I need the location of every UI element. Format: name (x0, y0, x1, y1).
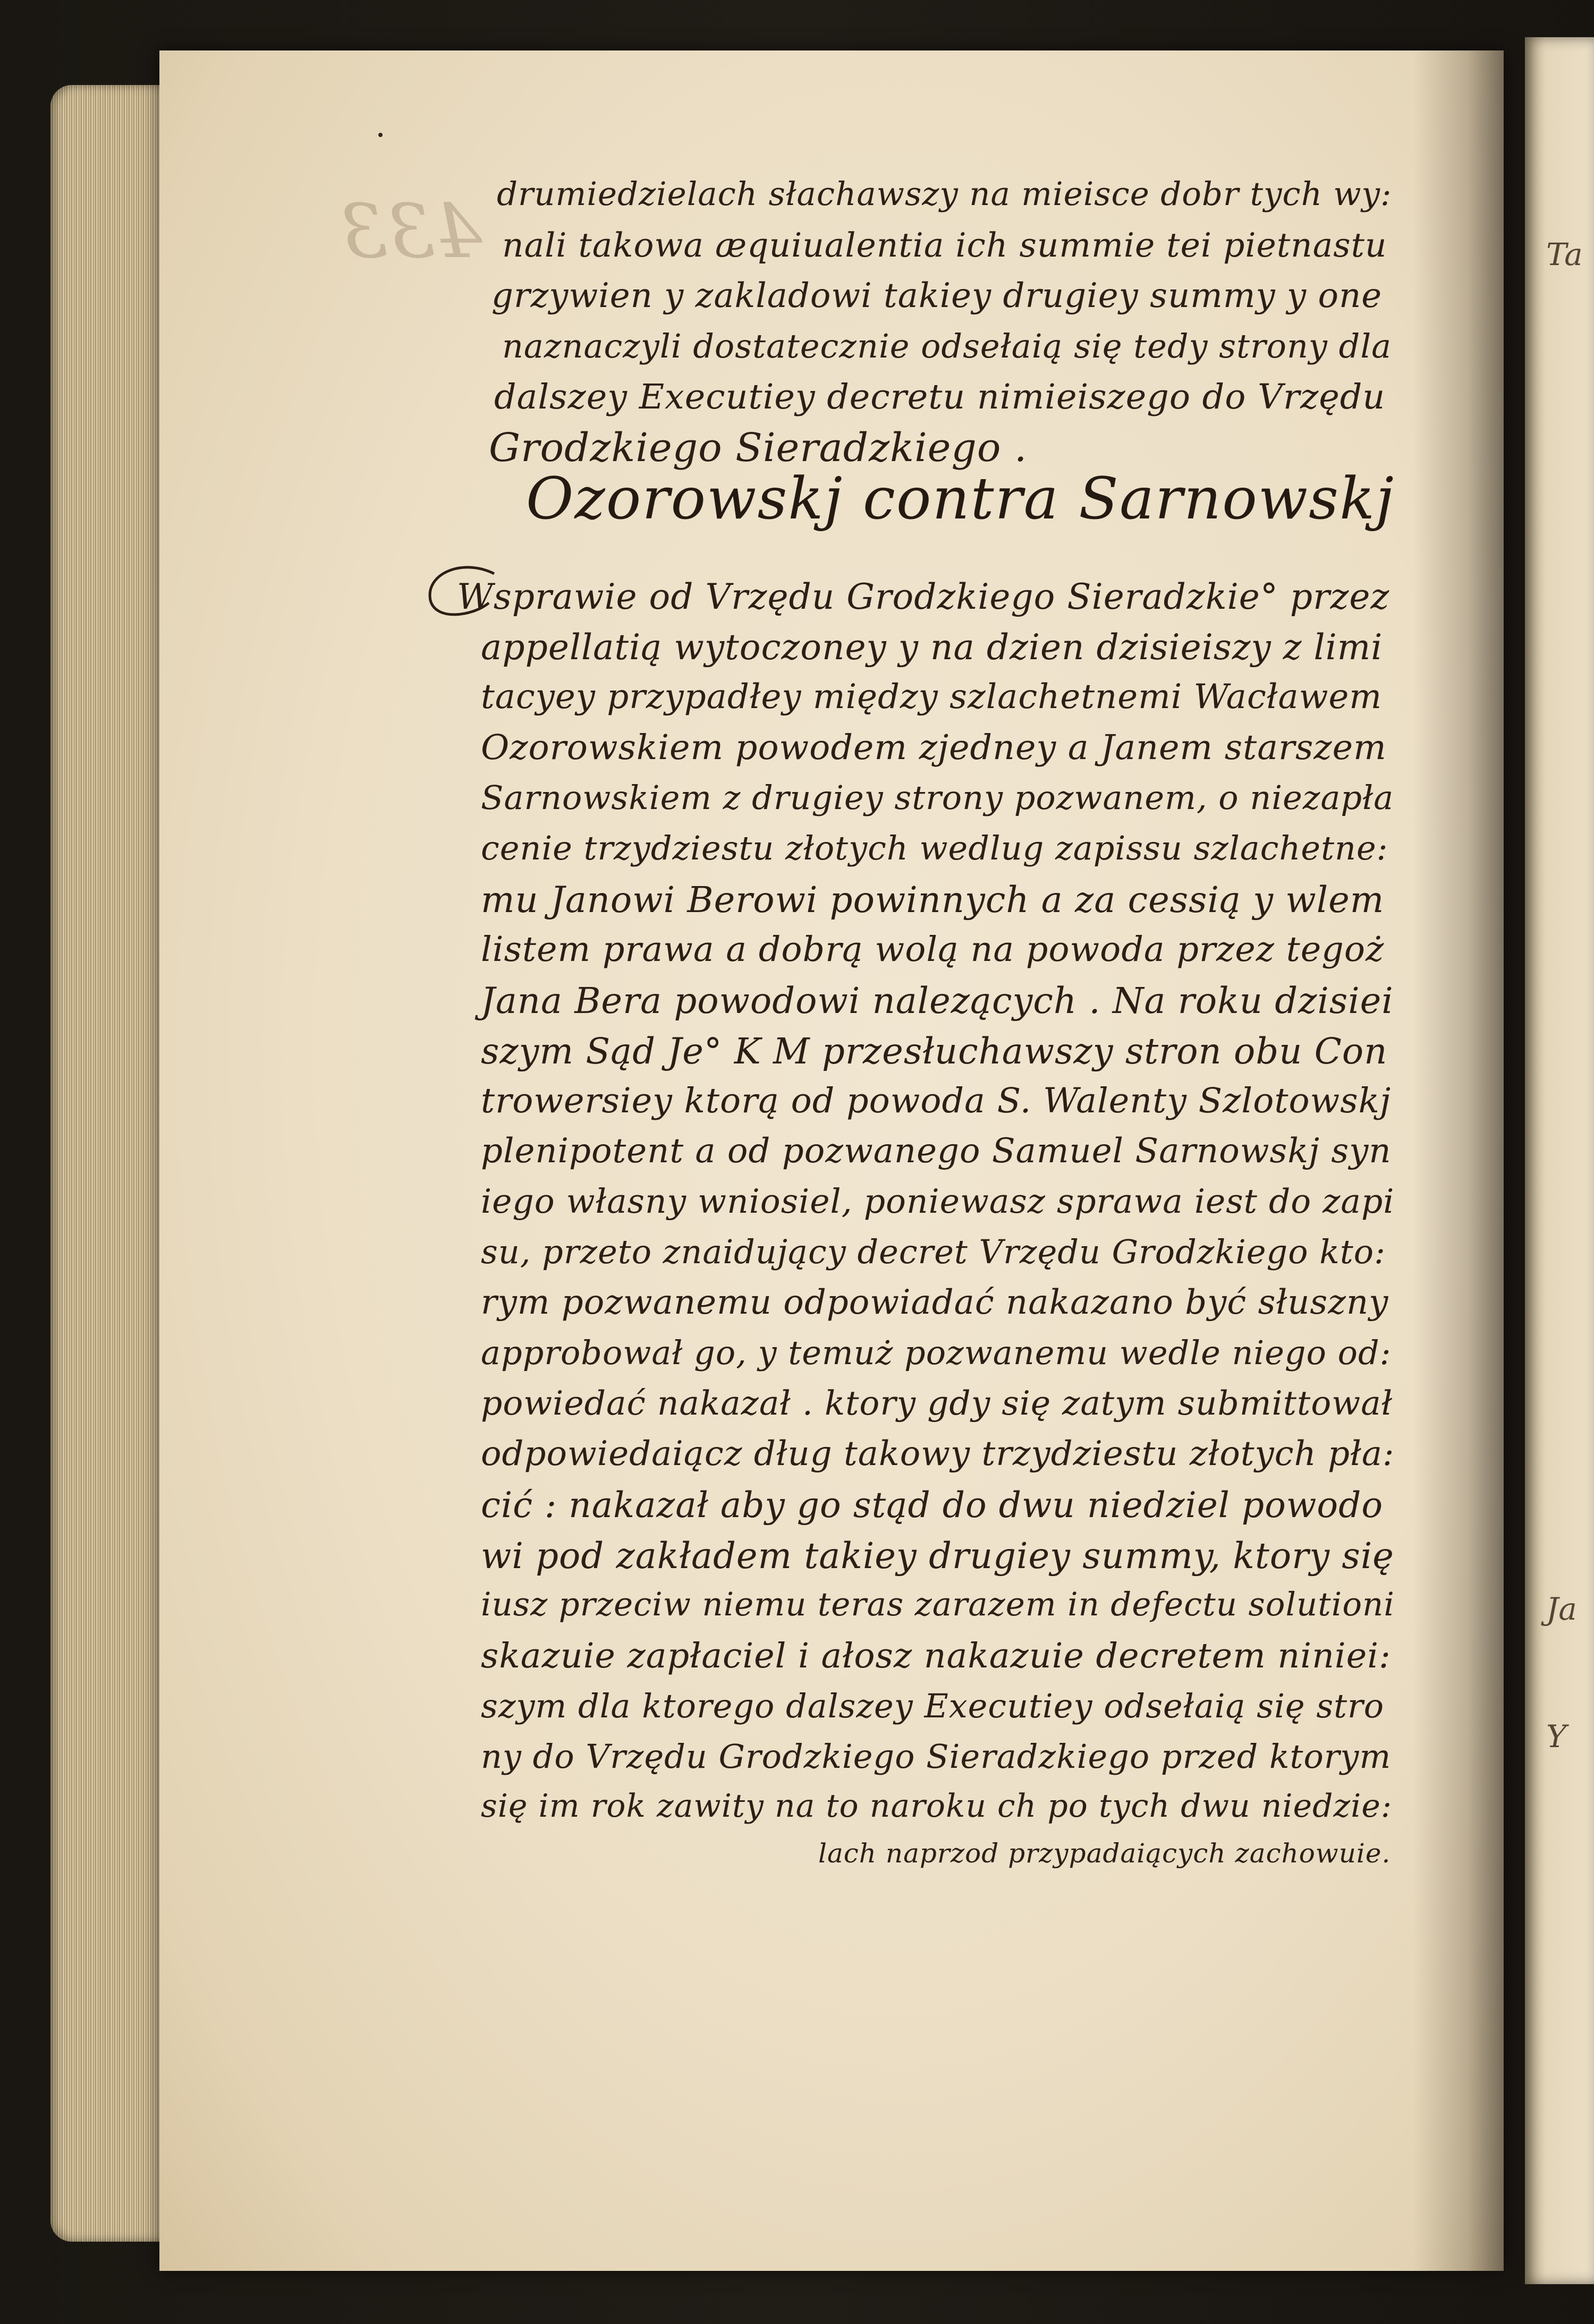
text-line: grzywien y zakladowi takiey drugiey summy y one (491, 276, 1383, 316)
text-line: approbował go, y temuż pozwanemu wedle niego od: (481, 1333, 1392, 1372)
text-line: iusz przeciw niemu teras zarazem in defectu solutioni (481, 1586, 1395, 1623)
text-line: się im rok zawity na to naroku ch po tych dwu niedzie: (481, 1787, 1393, 1825)
text-line: tacyey przypadłey między szlachetnemi Wacławem (481, 677, 1383, 717)
text-line: Sarnowskiem z drugiey strony pozwanem, o niezapła (481, 778, 1394, 817)
text-line: odpowiedaiącz dług takowy trzydziestu złotych pła: (481, 1434, 1395, 1474)
closing-line: lach naprzod przypadaiących zachowuie. (818, 1838, 1391, 1869)
text-line: wi pod zakładem takiey drugiey summy, ktory się (481, 1535, 1394, 1577)
text-line: mu Janowi Berowi powinnych a za cessią y wlem (481, 879, 1385, 921)
text-line: Jana Bera powodowi nalezących . Na roku dzisiei (481, 980, 1394, 1021)
entry-heading: Ozorowskj contra Sarnowskj (526, 465, 1395, 532)
ink-speck (378, 133, 383, 137)
text-line: drumiedzielach słachawszy na mieisce dobr tych wy: (497, 175, 1392, 213)
opposite-page (1525, 37, 1594, 2284)
text-line: nali takowa æquiualentia ich summie tei pietnastu (502, 226, 1387, 265)
book-page-edges (50, 85, 173, 2242)
text-line: naznaczyli dostatecznie odsełaią się tedy strony dla (502, 327, 1392, 365)
page-gutter-shadow (1413, 50, 1504, 2271)
text-line: szym Sąd Je° K M przesłuchawszy stron obu Con (481, 1031, 1388, 1072)
text-line: su, przeto znaidujący decret Vrzędu Grodzkiego kto: (481, 1232, 1386, 1271)
margin-page-number: 433 (340, 189, 482, 275)
text-line: cenie trzydziestu złotych wedlug zapissu szlachetne: (481, 829, 1388, 867)
text-line: listem prawa a dobrą wolą na powoda przez tegoż (481, 930, 1385, 969)
opposite-fragment: Ja (1546, 1591, 1577, 1627)
text-line: plenipotent a od pozwanego Samuel Sarnowskj syn (481, 1131, 1392, 1171)
text-line: szym dla ktorego dalszey Executiey odsełaią się stro (481, 1687, 1385, 1725)
text-line: appellatią wytoczoney y na dzien dzisieiszy z limi (481, 627, 1383, 668)
text-line: dalszey Executiey decretu nimieiszego do Vrzędu (494, 377, 1386, 417)
text-line: ny do Vrzędu Grodzkiego Sieradzkiego przed ktorym (481, 1737, 1392, 1776)
text-line: iego własny wniosiel, poniewasz sprawa iest do zapi (481, 1182, 1395, 1221)
text-line: trowersiey ktorą od powoda S. Walenty Szlotowskj (481, 1081, 1392, 1121)
text-line: Wsprawie od Vrzędu Grodzkiego Sieradzkie° przez (457, 576, 1390, 617)
opposite-fragment: Ta (1546, 236, 1583, 273)
text-line: rym pozwanemu odpowiadać nakazano być słuszny (481, 1283, 1389, 1322)
text-line: skazuie zapłaciel i ałosz nakazuie decretem niniei: (481, 1636, 1391, 1676)
opposite-fragment: Y (1546, 1718, 1567, 1755)
text-line: cić : nakazał aby go stąd do dwu niedziel powodo (481, 1485, 1384, 1526)
text-line: powiedać nakazał . ktory gdy się zatym submittował (481, 1384, 1393, 1423)
text-line: Grodzkiego Sieradzkiego . (489, 425, 1028, 471)
text-line: Ozorowskiem powodem zjedney a Janem starszem (481, 728, 1387, 768)
